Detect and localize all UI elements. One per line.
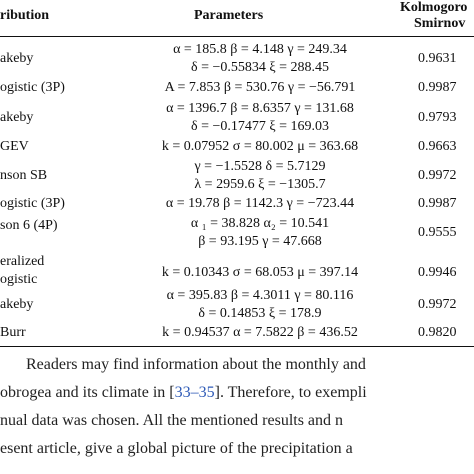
- distribution-cell: eralized: [0, 254, 45, 269]
- paragraph-line: obrogea and its climate in [33–35]. Therefore, to exempli: [0, 384, 367, 401]
- paragraph-line: nual data was chosen. All the mentioned results and n: [0, 412, 344, 429]
- parameters-cell: k = 0.07952 σ = 80.002 μ = 363.68: [161, 139, 359, 154]
- parameters-cell: α = 395.83 β = 4.3011 γ = 80.116 δ = 0.14853 ξ = 178.9: [166, 288, 354, 321]
- parameters-cell: k = 0.10343 σ = 68.053 μ = 397.14: [161, 265, 359, 280]
- paragraph-line: Readers may find information about the monthly and: [26, 356, 366, 373]
- table-row: [0, 324, 474, 344]
- distribution-cell: Burr: [0, 325, 26, 340]
- table-bottom-rule: [0, 346, 474, 347]
- citation-link[interactable]: 33–35: [174, 384, 215, 401]
- distribution-cell: ogistic (3P): [0, 196, 65, 211]
- table-row: [0, 79, 474, 99]
- header-parameters: Parameters: [194, 8, 264, 23]
- parameters-cell: α = 1396.7 β = 8.6357 γ = 131.68 δ = −0.17477 ξ = 169.03: [166, 101, 354, 134]
- table-header-rule: [0, 36, 474, 37]
- ks-value: 0.9663: [418, 139, 457, 154]
- distribution-cell: nson SB: [0, 168, 48, 183]
- distribution-cell-line2: ogistic: [0, 272, 38, 287]
- header-ks-line2: Smirnov: [414, 16, 466, 31]
- parameters-cell: A = 7.853 β = 530.76 γ = −56.791: [164, 80, 356, 95]
- parameters-cell: γ = −1.5528 δ = 5.7129 λ = 2959.6 ξ = −1305.7: [194, 159, 326, 192]
- ks-value: 0.9972: [418, 297, 457, 312]
- ks-value: 0.9631: [418, 51, 457, 66]
- parameters-cell: α = 19.78 β = 1142.3 γ = −723.44: [165, 196, 355, 211]
- table-row: [0, 100, 474, 136]
- ks-value: 0.9820: [418, 325, 457, 340]
- distribution-cell: ogistic (3P): [0, 80, 65, 95]
- ks-value: 0.9946: [418, 265, 457, 280]
- ks-value: 0.9555: [418, 225, 457, 240]
- table-row: [0, 215, 474, 251]
- distribution-cell: akeby: [0, 51, 34, 66]
- table-row: [0, 158, 474, 194]
- paragraph-line: esent article, give a global picture of the precipitation a: [0, 440, 353, 457]
- table-row: [0, 287, 474, 323]
- parameters-cell: k = 0.94537 α = 7.5822 β = 436.52: [162, 325, 358, 340]
- distribution-cell: akeby: [0, 297, 34, 312]
- ks-value: 0.9972: [418, 168, 457, 183]
- table-row: [0, 252, 474, 290]
- ks-value: 0.9987: [418, 196, 457, 211]
- ks-value: 0.9987: [418, 80, 457, 95]
- table-row: [0, 41, 474, 77]
- table-row: [0, 195, 474, 215]
- header-distribution: ribution: [0, 8, 50, 23]
- parameters-cell: α ₁ = 38.828 α₂ = 10.541 β = 93.195 γ = 47.668: [190, 216, 330, 249]
- parameters-cell: α = 185.8 β = 4.148 γ = 249.34 δ = −0.55834 ξ = 288.45: [173, 42, 347, 75]
- ks-value: 0.9793: [418, 110, 457, 125]
- body-paragraph: [0, 351, 474, 463]
- distribution-cell: son 6 (4P): [0, 218, 58, 233]
- table-row: [0, 138, 474, 158]
- header-ks-line1: Kolmogoro: [400, 0, 468, 15]
- distribution-cell: akeby: [0, 110, 34, 125]
- distribution-cell: GEV: [0, 139, 29, 154]
